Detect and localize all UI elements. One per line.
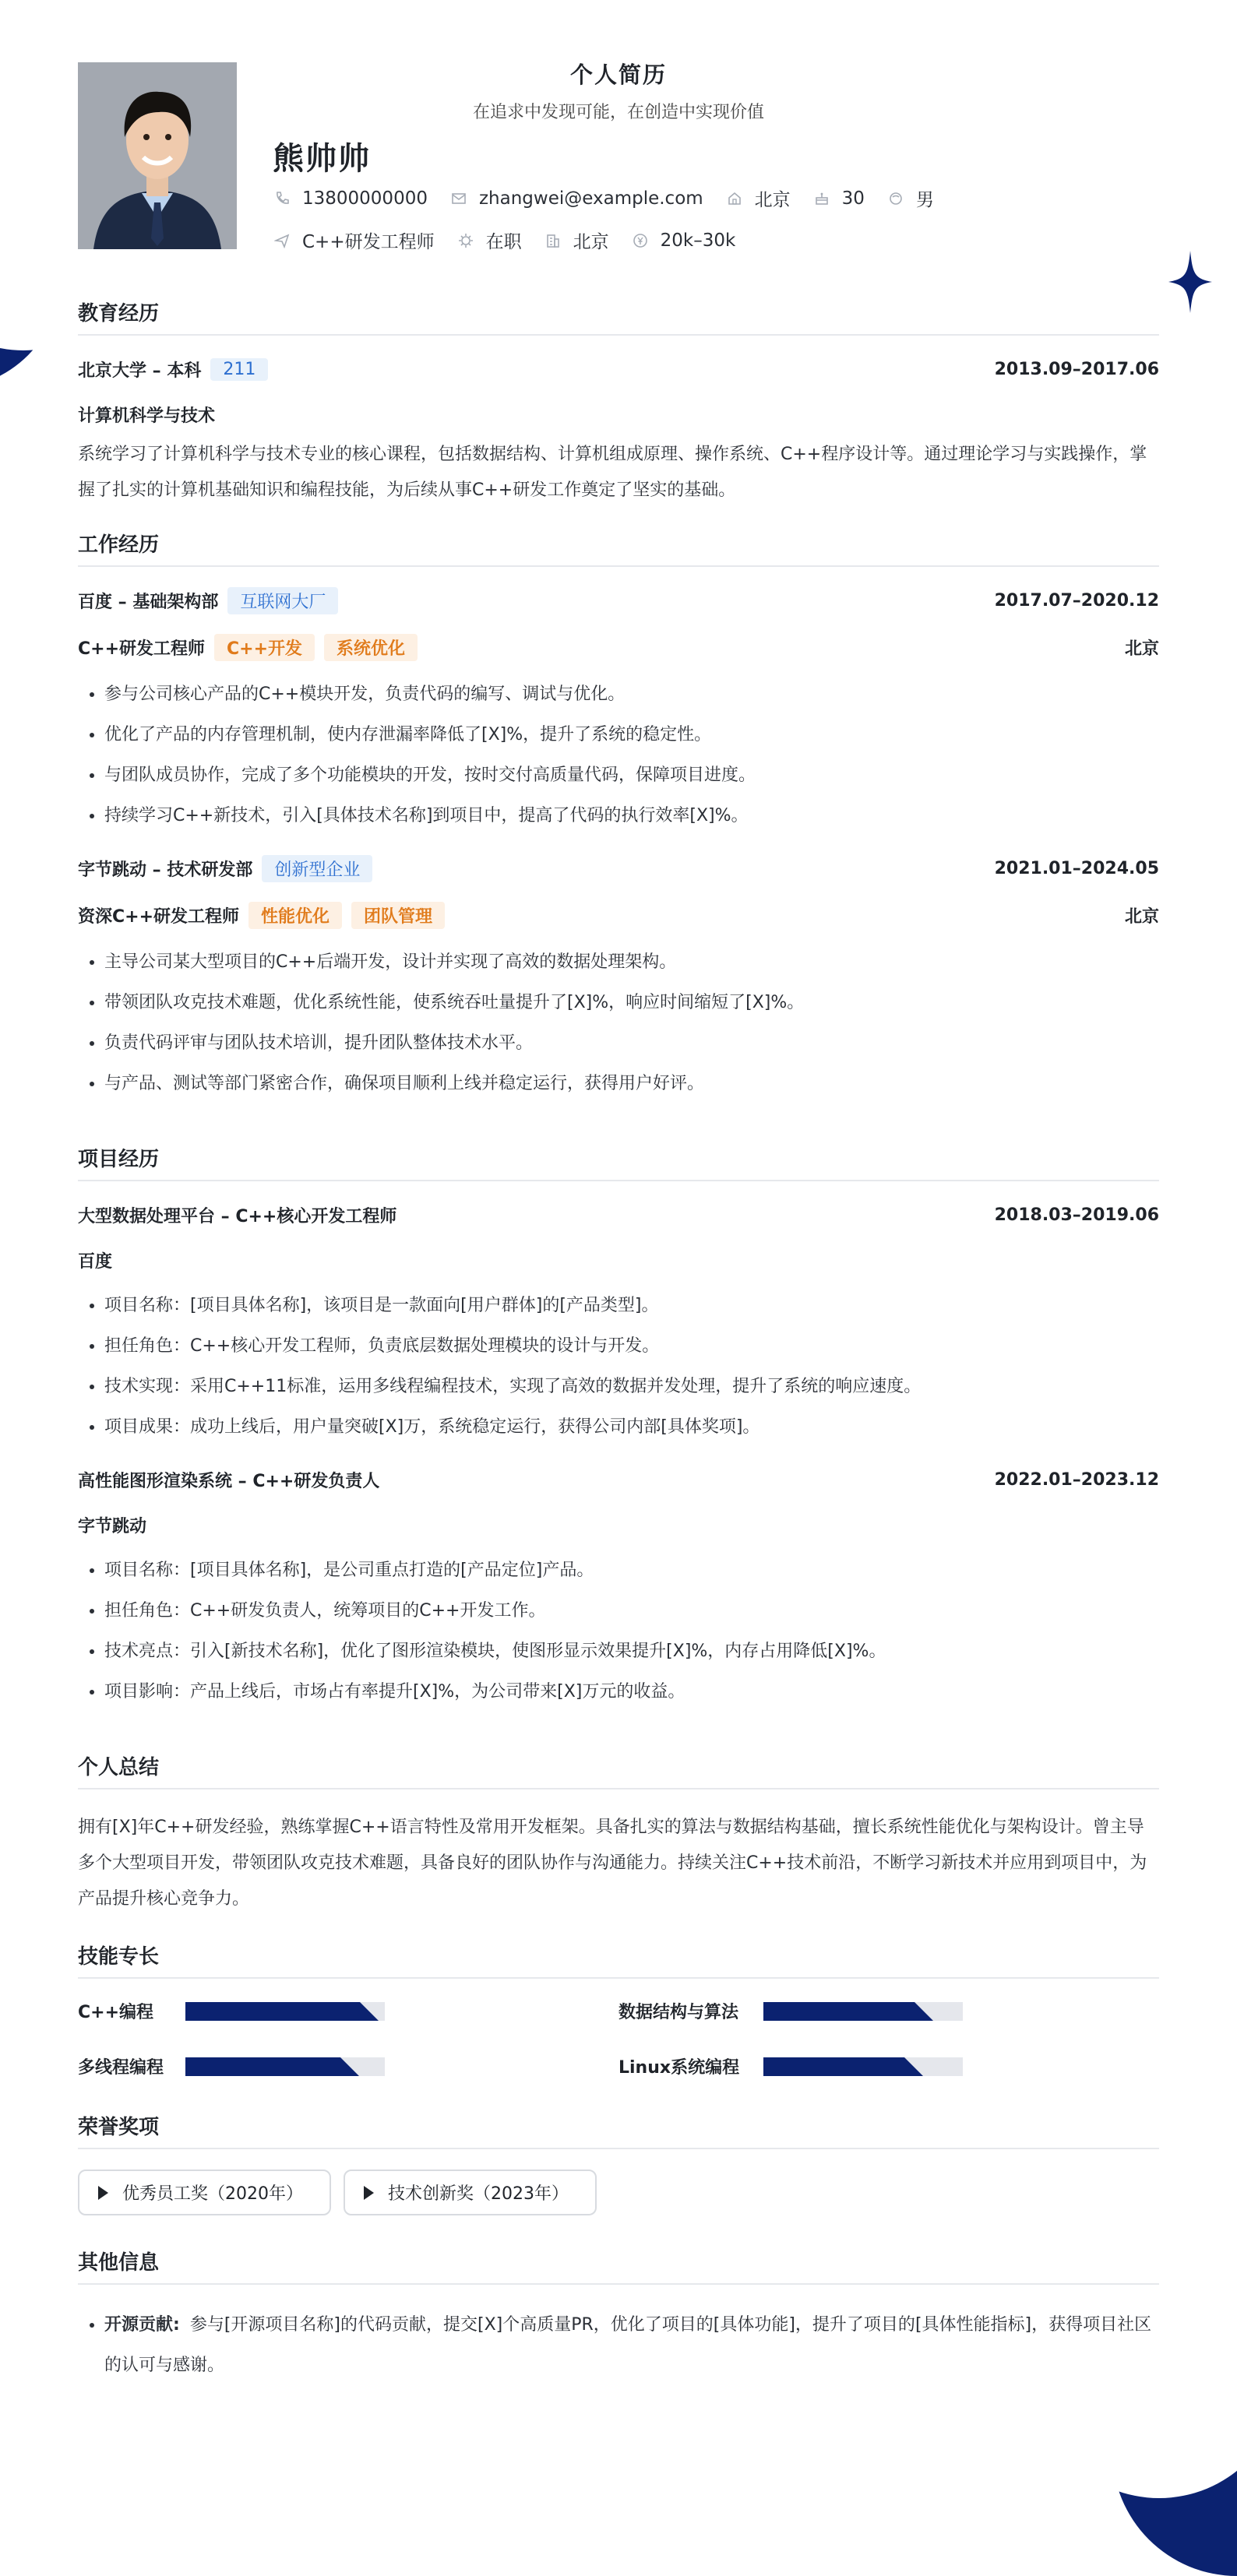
list-item: • 技术实现：采用C++11标准，运用多线程编程技术，实现了高效的数据并发处理，提升了系统的响应速度。 xyxy=(104,1367,1159,1407)
play-triangle-icon xyxy=(98,2186,108,2200)
cake-icon xyxy=(814,191,830,206)
skill-bar-fill xyxy=(185,2057,359,2076)
role-tag: 团队管理 xyxy=(351,902,445,929)
target-city-value: 北京 xyxy=(573,232,609,252)
skill-item xyxy=(618,1999,1159,2023)
list-item: • 负责代码评审与团队技术培训，提升团队整体技术水平。 xyxy=(104,1023,1159,1064)
position-value: C++研发工程师 xyxy=(302,232,435,252)
skill-item xyxy=(78,1999,618,2023)
send-icon xyxy=(274,233,290,248)
play-triangle-icon xyxy=(364,2186,374,2200)
list-item: • 项目名称：[项目具体名称]，该项目是一款面向[用户群体]的[产品类型]。 xyxy=(104,1286,1159,1326)
job-date: 2017.07–2020.12 xyxy=(994,590,1159,611)
mail-icon xyxy=(451,191,467,206)
salary-info xyxy=(633,231,736,251)
job-intention-row xyxy=(274,227,759,253)
skills-section xyxy=(78,1941,1159,2078)
project-date: 2018.03–2019.06 xyxy=(994,1205,1159,1225)
role-row xyxy=(78,902,1159,928)
age-value: 30 xyxy=(841,188,865,209)
company-name: 百度 – 基础架构部 xyxy=(78,592,219,612)
company-name: 字节跳动 – 技术研发部 xyxy=(78,860,253,880)
project-entry xyxy=(78,1466,1159,1712)
summary-section xyxy=(78,1751,1159,1917)
sparkle-star-icon xyxy=(1168,251,1212,313)
skill-item xyxy=(618,2054,1159,2078)
list-item: • 担任角色：C++研发负责人，统筹项目的C++开发工作。 xyxy=(104,1591,1159,1631)
home-icon xyxy=(727,191,742,206)
list-item: • 项目成果：成功上线后，用户量突破[X]万，系统稳定运行，获得公司内部[具体奖项]。 xyxy=(104,1407,1159,1448)
age-info xyxy=(814,188,865,209)
document-title: 个人简历 xyxy=(569,62,667,88)
project-date: 2022.01–2023.12 xyxy=(994,1469,1159,1490)
role-tag: 系统优化 xyxy=(324,634,418,661)
email-info xyxy=(451,188,703,209)
gender-value: 男 xyxy=(915,190,934,210)
gender-info xyxy=(888,185,934,211)
salary-value: 20k–30k xyxy=(660,230,736,251)
job-duties xyxy=(78,942,1159,1104)
skill-bar-fill xyxy=(185,2002,379,2021)
status-value: 在职 xyxy=(485,232,522,252)
school-name: 北京大学 – 本科 xyxy=(78,361,202,381)
award-badge xyxy=(78,2170,331,2215)
project-org: 字节跳动 xyxy=(78,1517,147,1536)
list-item: • 项目影响：产品上线后，市场占有率提升[X]%，为公司带来[X]万元的收益。 xyxy=(104,1672,1159,1712)
company-tag: 创新型企业 xyxy=(262,855,372,882)
skill-bar xyxy=(763,2057,963,2076)
position-info xyxy=(274,227,435,253)
other-section xyxy=(78,2247,1159,2386)
company-tag: 互联网大厂 xyxy=(227,587,338,614)
job-role: 资深C++研发工程师 xyxy=(78,906,240,927)
resume-page xyxy=(78,56,1159,2386)
role-tag: C++开发 xyxy=(214,634,315,661)
list-item: • 持续学习C++新技术，引入[具体技术名称]到项目中，提高了代码的执行效率[X]%。 xyxy=(104,796,1159,836)
section-title: 项目经历 xyxy=(78,1143,1159,1181)
list-item: • 参与公司核心产品的C++模块开发，负责代码的编写、调试与优化。 xyxy=(104,674,1159,715)
list-item: • 技术亮点：引入[新技术名称]，优化了图形渲染模块，使图形显示效果提升[X]%，内存占用降低[X]%。 xyxy=(104,1631,1159,1672)
yen-coin-icon xyxy=(633,233,648,248)
skill-name: 多线程编程 xyxy=(78,2058,164,2078)
list-item: • 带领团队攻克技术难题，优化系统性能，使系统吞吐量提升了[X]%，响应时间缩短了[X]%。 xyxy=(104,983,1159,1023)
skill-name: Linux系统编程 xyxy=(618,2058,740,2078)
education-description: 系统学习了计算机科学与技术专业的核心课程，包括数据结构、计算机组成原理、操作系统、C++程序设计等。通过理论学习与实践操作，掌握了扎实的计算机基础知识和编程技能，为后续从事C++研发工作奠定了坚实的基础。 xyxy=(78,445,1147,500)
work-section xyxy=(78,529,1159,1104)
motto: 在追求中发现可能，在创造中实现价值 xyxy=(472,103,764,122)
resume-header xyxy=(78,56,1159,259)
skill-bar-fill xyxy=(763,2002,933,2021)
list-item: • 项目名称：[项目具体名称]，是公司重点打造的[产品定位]产品。 xyxy=(104,1550,1159,1591)
skill-item xyxy=(78,2054,618,2078)
status-info xyxy=(458,227,522,253)
award-label: 优秀员工奖（2020年） xyxy=(122,2184,303,2204)
section-title: 教育经历 xyxy=(78,297,1159,336)
skill-name: C++编程 xyxy=(78,2003,154,2022)
location-info xyxy=(727,185,791,211)
skill-bar-fill xyxy=(763,2057,923,2076)
section-title: 技能专长 xyxy=(78,1941,1159,1979)
job-entry xyxy=(78,855,1159,1104)
school-tag: 211 xyxy=(210,358,268,381)
list-item: • 优化了产品的内存管理机制，使内存泄漏率降低了[X]%，提升了系统的稳定性。 xyxy=(104,715,1159,755)
project-details xyxy=(78,1286,1159,1448)
section-title: 荣誉奖项 xyxy=(78,2111,1159,2149)
awards-section xyxy=(78,2111,1159,2215)
job-duties xyxy=(78,674,1159,836)
job-entry xyxy=(78,587,1159,836)
phone-number: 13800000000 xyxy=(302,188,428,209)
project-row xyxy=(78,1466,1159,1493)
email-address: zhangwei@example.com xyxy=(478,188,703,209)
award-badge xyxy=(344,2170,597,2215)
phone-info xyxy=(274,188,428,209)
company-row xyxy=(78,855,1159,882)
major: 计算机科学与技术 xyxy=(78,406,216,426)
project-org: 百度 xyxy=(78,1252,113,1272)
skill-name: 数据结构与算法 xyxy=(618,2003,739,2022)
skill-bar xyxy=(185,2002,385,2021)
other-text: 参与[开源项目名称]的代码贡献，提交[X]个高质量PR，优化了项目的[具体功能]，提升了项目的[具体性能指标]，获得项目社区的认可与感谢。 xyxy=(104,2315,1152,2375)
projects-section xyxy=(78,1143,1159,1712)
education-section xyxy=(78,297,1159,509)
target-city-info xyxy=(545,227,609,253)
list-item: • 与团队成员协作，完成了多个功能模块的开发，按时交付高质量代码，保障项目进度。 xyxy=(104,755,1159,796)
job-city: 北京 xyxy=(1124,639,1159,659)
skill-bar xyxy=(763,2002,963,2021)
role-row xyxy=(78,634,1159,660)
contact-row xyxy=(274,185,957,211)
education-date: 2013.09–2017.06 xyxy=(994,359,1159,379)
location-value: 北京 xyxy=(754,190,791,210)
project-name: 大型数据处理平台 – C++核心开发工程师 xyxy=(78,1206,397,1226)
building-icon xyxy=(545,233,561,248)
list-item: • 担任角色：C++核心开发工程师，负责底层数据处理模块的设计与开发。 xyxy=(104,1326,1159,1367)
gender-icon xyxy=(888,191,904,206)
summary-text: 拥有[X]年C++研发经验，熟练掌握C++语言特性及常用开发框架。具备扎实的算法与数据结构基础，擅长系统性能优化与架构设计。曾主导多个大型项目开发，带领团队攻克技术难题，具备良好的团队协作与沟通能力。持续关注C++技术前沿，不断学习新技术并应用到项目中，为产品提升核心竞争力。 xyxy=(78,1818,1147,1909)
status-gear-icon xyxy=(458,233,474,248)
project-details xyxy=(78,1550,1159,1712)
list-item xyxy=(104,2305,1159,2386)
project-entry xyxy=(78,1202,1159,1448)
project-row xyxy=(78,1202,1159,1228)
awards-list xyxy=(78,2170,1159,2215)
education-row xyxy=(78,356,1159,382)
job-role: C++研发工程师 xyxy=(78,639,206,659)
skills-grid xyxy=(78,1999,1159,2078)
list-item: • 与产品、测试等部门紧密合作，确保项目顺利上线并稳定运行，获得用户好评。 xyxy=(104,1064,1159,1104)
job-city: 北京 xyxy=(1124,906,1159,927)
project-name: 高性能图形渲染系统 – C++研发负责人 xyxy=(78,1471,380,1491)
other-list xyxy=(78,2305,1159,2386)
section-title: 个人总结 xyxy=(78,1751,1159,1789)
other-key: 开源贡献: xyxy=(104,2315,180,2335)
skill-bar xyxy=(185,2057,385,2076)
section-title: 其他信息 xyxy=(78,2247,1159,2285)
job-date: 2021.01–2024.05 xyxy=(994,858,1159,878)
list-item: • 主导公司某大型项目的C++后端开发，设计并实现了高效的数据处理架构。 xyxy=(104,942,1159,983)
candidate-name: 熊帅帅 xyxy=(273,141,371,177)
phone-icon xyxy=(274,191,290,206)
company-row xyxy=(78,587,1159,614)
role-tag: 性能优化 xyxy=(248,902,342,929)
section-title: 工作经历 xyxy=(78,529,1159,567)
award-label: 技术创新奖（2023年） xyxy=(388,2184,569,2204)
title-block xyxy=(78,56,1159,123)
